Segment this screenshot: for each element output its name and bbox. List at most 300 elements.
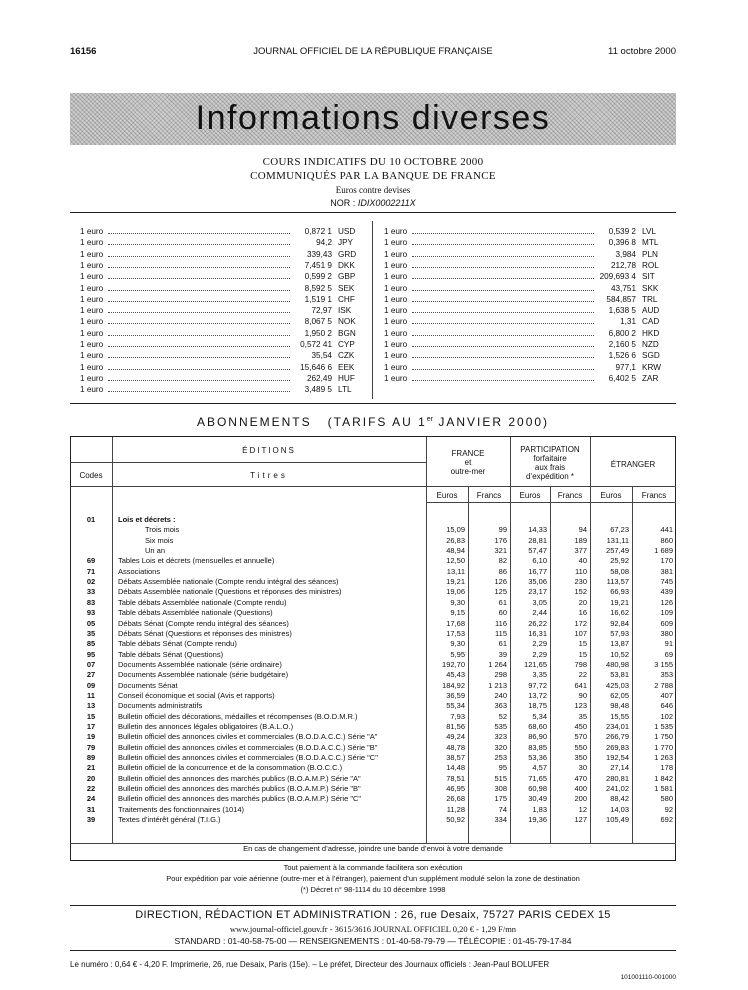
row-price: 13,87 [610,639,629,649]
row-price: 58,08 [610,566,629,576]
direction-phones: STANDARD : 01-40-58-75-00 — RENSEIGNEMENTS : 01-40-58-79-79 — TÉLÉCOPIE : 01-45-79-17-84 [174,936,572,946]
leader-dots [412,244,594,245]
bottom-line [70,960,676,981]
table-hline [426,502,676,503]
rate-label: 1 euro [80,227,104,236]
leader-dots [108,278,290,279]
row-title: Table débats Assemblée nationale (Compte rendu) [118,597,287,607]
rate-label: 1 euro [80,249,104,259]
row-price: 1 263 [654,753,673,763]
rate-label: 1 euro [80,272,104,282]
rate-label: 1 euro [384,272,408,282]
col-etr-francs: Francs [641,491,667,500]
rate-row [384,316,669,327]
rate-row [384,350,669,361]
abonnements-title: ABONNEMENTS [196,415,312,429]
row-title: Débats Sénat (Questions et réponses des ministres) [118,628,292,638]
rate-label: 1 euro [80,362,104,372]
rate-value: 15,646 6 [300,362,332,372]
rate-label: 1 euro [80,317,104,327]
row-price: 320 [494,742,507,752]
row-price: 115 [495,628,507,638]
rate-value: 7,451 9 [304,260,332,270]
row-code: 79 [86,742,96,752]
rate-currency: GRD [338,249,357,259]
row-price: 19,21 [446,577,465,587]
row-title: Bulletin officiel des annonces des marchés publics (B.O.A.M.P.) Série "B" [118,784,361,794]
row-price: 15 [578,639,587,649]
row-price: 192,70 [442,659,465,669]
row-price: 27,14 [610,763,629,773]
row-price: 16,31 [528,628,547,638]
leader-dots [412,323,594,324]
rate-row [80,305,365,316]
row-price: 61 [498,639,507,649]
row-title: Documents administratifs [118,701,203,711]
leader-dots [412,256,594,257]
rate-row [384,373,669,384]
row-price: 66,93 [610,587,629,597]
row-title: Bulletin officiel des décorations, médailles et récompenses (B.O.D.M.R.) [118,711,358,721]
row-title: Table débats Assemblée nationale (Questions) [118,608,273,618]
leader-dots [412,357,594,358]
rate-label: 1 euro [384,238,408,248]
rate-value: 43,751 [610,283,636,293]
col-codes: Codes [79,471,103,480]
leader-dots [412,301,594,302]
page-header [70,46,676,60]
row-price: 3,05 [532,597,547,607]
row-title: Débats Sénat (Compte rendu intégral des séances) [118,618,289,628]
row-price: 425,03 [606,680,629,690]
row-price: 5,95 [450,649,465,659]
rate-currency: AUD [642,306,660,316]
rate-value: 0,539 2 [608,227,636,236]
row-price: 18,75 [528,701,547,711]
rate-value: 1,638 5 [608,306,636,316]
row-price: 126 [494,577,507,587]
row-code: 02 [86,577,96,587]
row-price: 26,22 [528,618,547,628]
footnote-1: Tout paiement à la commande facilitera son exécution [283,863,463,872]
leader-dots [412,267,594,268]
row-price: 48,78 [446,742,465,752]
table-hline [70,462,426,463]
rate-row [80,339,365,350]
rate-row [384,339,669,350]
cours-line1: COURS INDICATIFS DU 10 OCTOBRE 2000 [262,156,484,168]
rate-row [80,316,365,327]
row-price: 40 [578,556,587,566]
row-price: 35,06 [528,577,547,587]
row-price: 9,15 [450,608,465,618]
leader-dots [412,335,594,336]
row-code: 85 [86,639,96,649]
row-price: 16,62 [610,608,629,618]
row-price: 30 [578,763,587,773]
row-title: Débats Assemblée nationale (Compte rendu intégral des séances) [118,577,339,587]
rate-currency: BGN [338,328,356,338]
row-code: 13 [86,701,96,711]
row-price: 170 [660,556,673,566]
row-price: 19,21 [610,597,629,607]
row-title: Trois mois [145,525,180,535]
row-price: 1 535 [654,722,673,731]
row-price: 14,03 [610,804,629,814]
col-part-euros: Euros [519,491,541,500]
row-price: 381 [660,566,673,576]
row-price: 53,36 [528,753,547,763]
row-price: 1 581 [654,784,673,794]
rate-row [80,373,365,384]
leader-dots [412,380,594,381]
rate-value: 0,872 1 [304,227,332,236]
row-title: Documents Assemblée nationale (série budgétaire) [118,670,289,680]
row-price: 380 [660,628,673,638]
row-price: 53,81 [610,670,629,680]
row-price: 609 [660,618,673,628]
rate-label: 1 euro [80,238,104,248]
rate-currency: ROL [642,260,659,270]
row-price: 35 [578,711,587,721]
row-price: 184,92 [442,680,465,690]
row-price: 10,52 [610,649,629,659]
rate-value: 977,1 [615,362,636,372]
row-price: 14,48 [446,763,465,773]
row-code: 07 [86,659,96,669]
row-price: 9,30 [450,597,465,607]
row-price: 192,54 [606,753,629,763]
rate-label: 1 euro [80,306,104,316]
row-title: Bulletin officiel des annonces des marchés publics (B.O.A.M.P.) Série "A" [118,773,361,783]
row-price: 535 [494,722,507,731]
row-price: 172 [574,618,587,628]
rate-value: 1,526 6 [608,351,636,361]
rate-label: 1 euro [80,340,104,349]
rate-currency: DKK [338,260,355,270]
rate-currency: EEK [338,362,355,372]
abonnements-subtitle: (TARIFS AU 1er JANVIER 2000) [327,415,550,429]
nor-code: IDIX0002211X [357,198,416,208]
row-code: 19 [86,732,96,742]
row-price: 95 [498,763,507,773]
rate-currency: SKK [642,283,659,293]
row-price: 2,29 [532,649,547,659]
issue-date: 11 octobre 2000 [608,46,676,57]
row-price: 71,65 [528,773,547,783]
rate-value: 1,950 2 [304,328,332,338]
col-editions: ÉDITIONS [242,446,296,455]
leader-dots [412,233,594,234]
row-price: 69 [664,649,673,659]
row-title: Associations [118,566,161,576]
row-price: 6,10 [532,556,547,566]
row-price: 92 [664,804,673,814]
row-title: Documents Assemblée nationale (série ordinaire) [118,659,282,669]
row-title: Bulletin des annonces légales obligatoires (B.A.L.O.) [118,722,294,731]
row-price: 798 [574,659,587,669]
rate-row [80,237,365,248]
row-price: 269,83 [606,742,629,752]
rate-row [80,384,365,395]
row-title: Traitements des fonctionnaires (1014) [118,804,245,814]
rate-value: 0,572 41 [300,340,332,349]
rate-currency: MTL [642,238,659,248]
row-price: 189 [574,535,587,545]
row-price: 102 [660,711,673,721]
row-price: 110 [575,566,587,576]
row-price: 15 [578,649,587,659]
rate-currency: JPY [338,238,354,248]
row-price: 125 [494,587,507,597]
rate-value: 1,519 1 [304,294,332,304]
row-price: 83,85 [528,742,547,752]
row-code: 93 [86,608,96,618]
rate-value: 212,78 [610,260,636,270]
rate-row [384,249,669,260]
row-price: 19,36 [528,815,547,825]
leader-dots [108,233,290,234]
row-price: 298 [494,670,507,680]
row-price: 26,83 [446,535,465,545]
row-price: 67,23 [610,525,629,535]
row-price: 12,50 [446,556,465,566]
leader-dots [108,357,290,358]
rate-value: 94,2 [316,238,332,248]
col-part-francs: Francs [557,491,583,500]
row-price: 1 689 [654,546,673,556]
leader-dots [412,278,594,279]
rate-currency: LVL [642,227,656,236]
row-price: 641 [574,680,587,690]
rate-currency: KRW [642,362,661,372]
row-price: 334 [494,815,507,825]
rate-value: 3,489 5 [304,385,332,395]
rate-label: 1 euro [384,340,408,349]
row-price: 1 213 [488,680,507,690]
rate-label: 1 euro [384,328,408,338]
row-price: 57,93 [610,628,629,638]
row-price: 323 [494,732,507,742]
row-code: 11 [87,690,95,700]
rates-divider [372,221,373,399]
row-price: 470 [574,773,587,783]
rate-currency: CYP [338,340,355,349]
rate-row [80,249,365,260]
col-france-francs: Francs [476,491,502,500]
row-price: 230 [574,577,587,587]
row-price: 266,79 [606,732,629,742]
row-title: Débats Assemblée nationale (Questions et réponses des ministres) [118,587,342,597]
rate-row [80,350,365,361]
row-price: 176 [494,535,507,545]
rate-label: 1 euro [80,373,104,383]
row-price: 19,06 [446,587,465,597]
rate-currency: CAD [642,317,660,327]
rate-row [80,328,365,339]
row-price: 94 [578,525,587,535]
rate-label: 1 euro [80,294,104,304]
leader-dots [412,312,594,313]
row-price: 28,81 [528,535,547,545]
footnote-3: (*) Décret n° 98-1114 du 10 décembre 1998 [300,885,446,894]
rate-row [80,260,365,271]
row-price: 400 [574,784,587,794]
rate-currency: USD [338,227,356,236]
rate-currency: NOK [338,317,356,327]
rate-label: 1 euro [384,249,408,259]
row-price: 16,77 [528,566,547,576]
row-price: 200 [574,794,587,804]
row-price: 3,35 [532,670,547,680]
rate-row [384,283,669,294]
row-price: 308 [494,784,507,794]
row-code: 69 [86,556,96,566]
rate-currency: TRL [642,294,658,304]
row-price: 61 [498,597,507,607]
row-price: 60 [498,608,507,618]
rate-row [80,294,365,305]
row-price: 46,95 [446,784,465,794]
rate-row [384,260,669,271]
row-price: 26,68 [446,794,465,804]
direction-block [70,905,676,951]
row-price: 88,42 [610,794,629,804]
leader-dots [108,312,290,313]
row-price: 20 [578,597,587,607]
row-code: 22 [86,784,96,794]
rate-label: 1 euro [384,351,408,361]
row-title: Un an [145,546,166,556]
row-price: 123 [574,701,587,711]
row-code: 39 [86,815,96,825]
row-price: 363 [494,701,507,711]
row-price: 15,55 [610,711,629,721]
row-price: 82 [498,556,507,566]
row-price: 45,43 [446,670,465,680]
row-price: 1 750 [654,732,673,742]
row-title: Lois et décrets : [118,515,176,524]
rate-currency: ISK [338,306,352,316]
rate-currency: LTL [338,385,352,395]
row-price: 30,49 [528,794,547,804]
row-price: 116 [495,618,507,628]
row-price: 1 842 [654,773,673,783]
row-code: 33 [86,587,96,597]
row-price: 152 [574,587,587,597]
rate-label: 1 euro [384,260,408,270]
rate-label: 1 euro [384,317,408,327]
direction-title: DIRECTION, RÉDACTION ET ADMINISTRATION : 26, rue Desaix, 75727 PARIS CEDEX 15 [135,909,611,921]
rate-label: 1 euro [80,260,104,270]
reference-code: 101001110-001000 [620,974,676,981]
abonnements-heading [70,415,676,429]
row-code: 15 [86,711,96,721]
leader-dots [412,290,594,291]
row-price: 178 [660,763,673,773]
row-title: Documents Sénat [118,680,178,690]
rate-label: 1 euro [384,294,408,304]
row-price: 407 [660,690,673,700]
row-price: 81,56 [446,722,465,731]
row-price: 12 [578,804,587,814]
rate-label: 1 euro [80,385,104,395]
change-address-note: En cas de changement d’adresse, joindre une bande d’envoi à votre demande [243,844,503,853]
col-etr-euros: Euros [600,491,622,500]
direction-web: www.journal-officiel.gouv.fr - 3615/3616 JOURNAL OFFICIEL 0,20 € - 1,29 F/mn [229,924,517,934]
row-price: 353 [660,670,673,680]
row-title: Six mois [145,535,174,545]
row-price: 2 788 [654,680,673,690]
rate-currency: HUF [338,373,355,383]
row-price: 15,09 [446,525,465,535]
row-price: 745 [660,577,673,587]
row-code: 01 [86,515,96,524]
row-price: 52 [498,711,507,721]
rate-value: 0,396 8 [608,238,636,248]
row-code: 71 [86,566,96,576]
numero-text: Le numéro : 0,64 € - 4,20 F. Imprimerie, 26, rue Desaix, Paris (15e). – Le préfet, Directeur des Journaux officiels : Jean-Paul BOLUFER [70,960,550,969]
row-price: 570 [574,732,587,742]
row-code: 09 [86,680,96,690]
row-price: 131,11 [606,535,629,545]
row-title: Table débats Sénat (Compte rendu) [118,639,237,649]
row-price: 175 [494,794,507,804]
rate-value: 6,402 5 [608,373,636,383]
rate-label: 1 euro [80,351,104,361]
row-title: Table débats Sénat (Questions) [118,649,224,659]
rate-value: 8,067 5 [304,317,332,327]
rate-row [384,305,669,316]
row-price: 39 [498,649,507,659]
rate-label: 1 euro [384,283,408,293]
row-price: 241,02 [606,784,629,794]
row-price: 105,49 [606,815,629,825]
rate-row [80,226,365,237]
nor-label: NOR : [330,198,356,208]
page-number: 16156 [70,46,97,57]
row-price: 7,93 [450,711,465,721]
journal-title: JOURNAL OFFICIEL DE LA RÉPUBLIQUE FRANÇAISE [253,46,493,57]
row-price: 49,24 [446,732,465,742]
row-price: 377 [574,546,587,556]
row-title: Bulletin officiel de la concurrence et de la consommation (B.O.C.C.) [118,763,343,773]
cours-line2: COMMUNIQUÉS PAR LA BANQUE DE FRANCE [250,170,496,182]
table-vline [112,437,113,843]
row-code: 31 [86,804,96,814]
rate-value: 262,49 [306,373,332,383]
rate-currency: PLN [642,249,658,259]
nor-line [70,198,676,208]
row-code: 21 [86,763,96,773]
row-title: Conseil économique et social (Avis et rapports) [118,690,275,700]
row-price: 253 [494,753,507,763]
row-title: Bulletin officiel des annonces civiles et commerciales (B.O.D.A.C.C.) Série "C" [118,753,378,763]
row-price: 86 [498,566,507,576]
rate-label: 1 euro [384,227,408,236]
table-hline [70,486,676,487]
rate-currency: SGD [642,351,660,361]
rate-value: 2,160 5 [608,340,636,349]
leader-dots [108,335,290,336]
row-price: 515 [494,773,507,783]
row-price: 14,33 [528,525,547,535]
row-code: 20 [86,773,96,783]
row-price: 240 [494,690,507,700]
row-code: 35 [86,628,96,638]
rate-row [384,328,669,339]
row-title: Bulletin officiel des annonces des marchés publics (B.O.A.M.P.) Série "C" [118,794,362,804]
